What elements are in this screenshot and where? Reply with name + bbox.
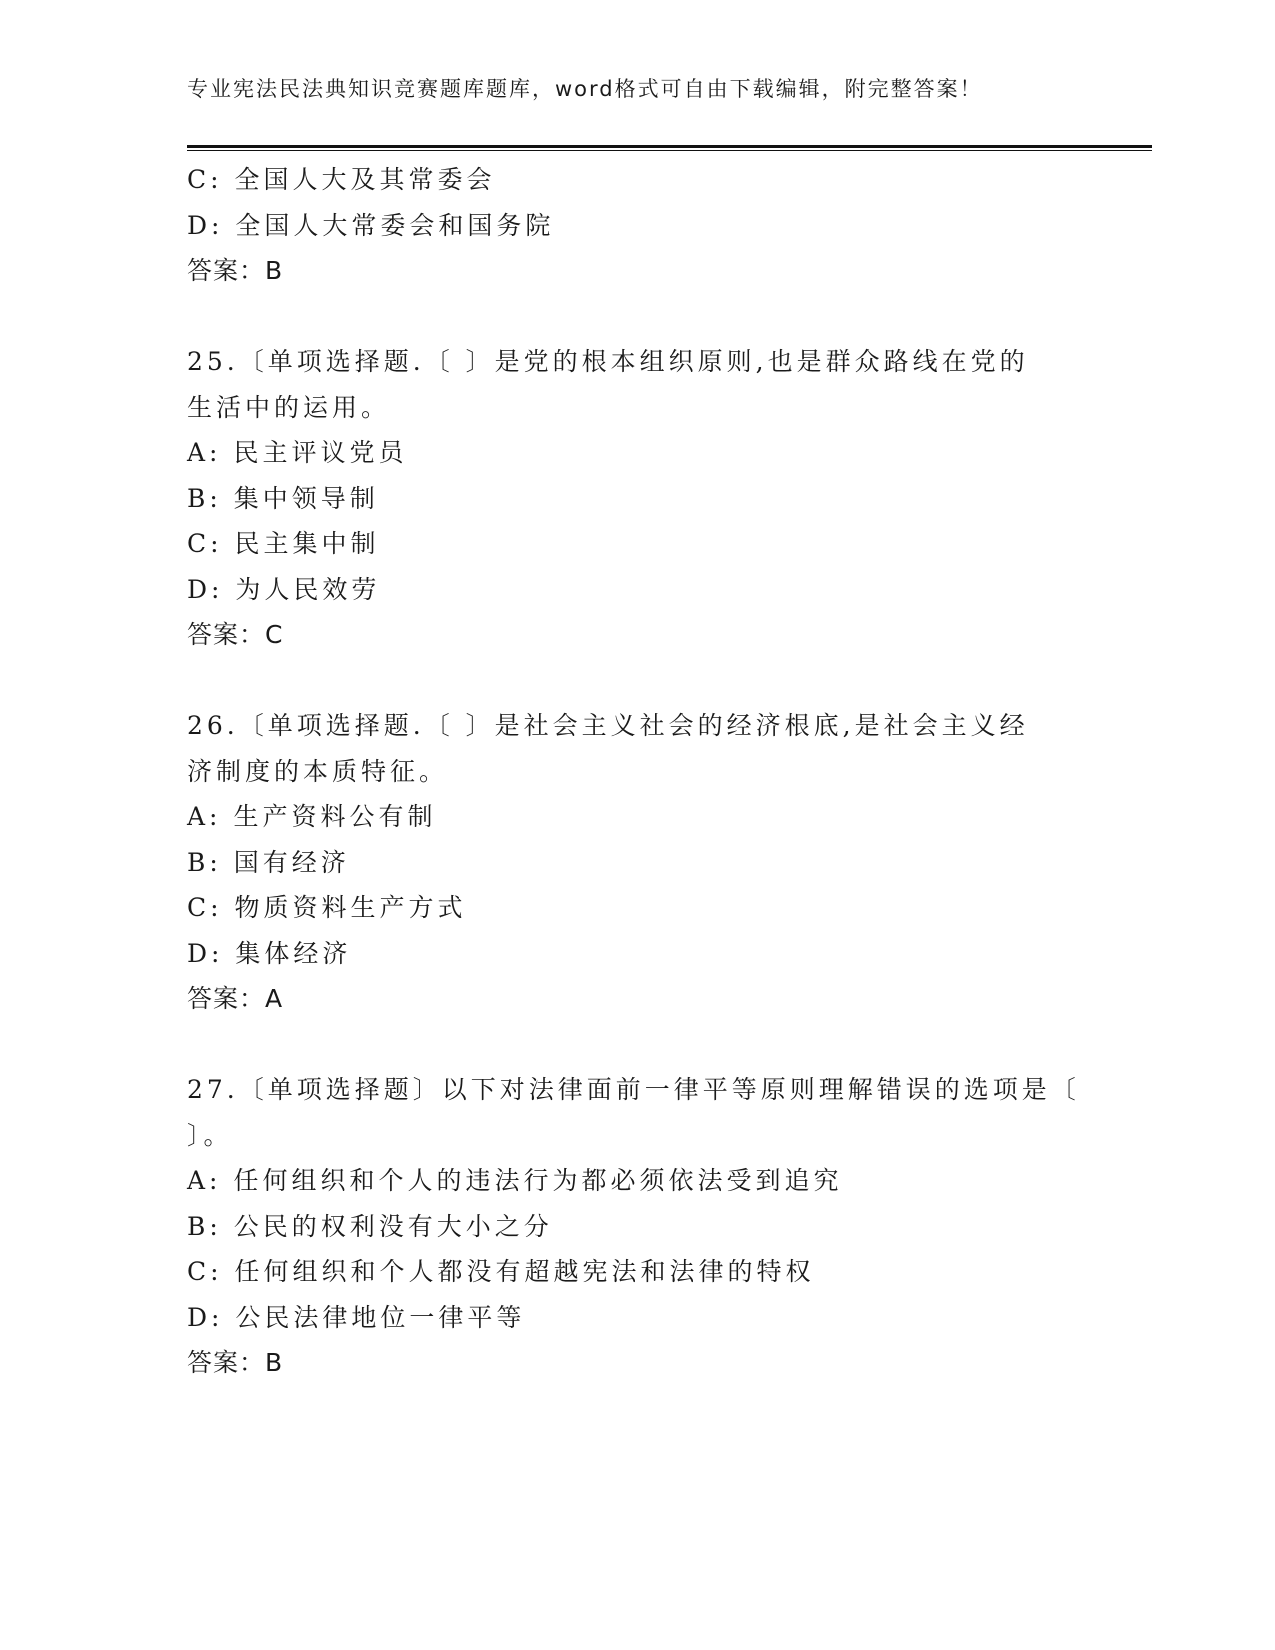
page-header: 专业宪法民法典知识竞赛题库题库，word格式可自由下载编辑，附完整答案！ — [187, 77, 983, 101]
option-d — [187, 203, 1067, 249]
question-stem: 生活中的运用。 — [187, 392, 391, 422]
question-26 — [187, 703, 1067, 1022]
option-c — [187, 885, 1067, 931]
option-text: 集体经济 — [235, 938, 352, 968]
option-letter: C: — [187, 165, 223, 194]
question-stem: 26.〔单项选择题.〔 〕是社会主义社会的经济根底,是社会主义经 — [187, 711, 1029, 740]
option-letter: D: — [187, 938, 224, 968]
option-text: 公民法律地位一律平等 — [235, 1302, 526, 1332]
option-c — [187, 521, 1067, 567]
option-text: 任何组织和个人都没有超越宪法和法律的特权 — [234, 1257, 815, 1286]
option-letter: A: — [187, 802, 222, 831]
option-a — [187, 430, 1067, 476]
question-stem: 27.〔单项选择题〕以下对法律面前一律平等原则理解错误的选项是〔 — [187, 1075, 1080, 1104]
option-letter: D: — [187, 574, 224, 604]
option-text: 为人民效劳 — [235, 574, 381, 604]
option-letter: C: — [187, 1257, 223, 1286]
question-25 — [187, 339, 1067, 658]
option-letter: A: — [187, 438, 222, 467]
option-c — [187, 157, 1067, 203]
option-d — [187, 567, 1067, 613]
option-text: 民主评议党员 — [233, 438, 408, 467]
option-c — [187, 1249, 1067, 1295]
option-text: 全国人大及其常委会 — [234, 165, 496, 194]
answer-line: 答案：B — [187, 1348, 284, 1377]
answer-line: 答案：A — [187, 984, 284, 1013]
option-text: 全国人大常委会和国务院 — [235, 210, 555, 240]
spacer — [187, 1022, 1067, 1068]
header-divider — [187, 145, 1152, 151]
option-a — [187, 794, 1067, 840]
option-text: 物质资料生产方式 — [234, 893, 467, 922]
option-letter: D: — [187, 210, 224, 240]
question-stem: 〕。 — [187, 1120, 233, 1150]
carryover-question — [187, 157, 1067, 294]
option-b — [187, 1204, 1067, 1250]
option-text: 任何组织和个人的违法行为都必须依法受到追究 — [233, 1166, 843, 1195]
option-d — [187, 1295, 1067, 1341]
spacer — [187, 294, 1067, 340]
option-letter: B: — [187, 1211, 222, 1241]
answer-line: 答案：B — [187, 256, 284, 285]
option-text: 民主集中制 — [234, 529, 380, 558]
option-d — [187, 931, 1067, 977]
question-stem: 济制度的本质特征。 — [187, 756, 449, 786]
option-letter: B: — [187, 847, 222, 877]
question-27 — [187, 1067, 1080, 1386]
option-text: 公民的权利没有大小之分 — [233, 1211, 553, 1241]
option-letter: C: — [187, 893, 223, 922]
option-letter: C: — [187, 529, 223, 558]
option-a — [187, 1158, 1067, 1204]
option-b — [187, 840, 1067, 886]
question-stem: 25.〔单项选择题.〔 〕是党的根本组织原则,也是群众路线在党的 — [187, 347, 1029, 376]
option-text: 国有经济 — [233, 847, 350, 877]
option-letter: D: — [187, 1302, 224, 1332]
answer-line: 答案：C — [187, 620, 284, 649]
option-letter: A: — [187, 1166, 222, 1195]
document-body — [187, 157, 1080, 1386]
spacer — [187, 658, 1067, 704]
option-b — [187, 476, 1067, 522]
option-text: 集中领导制 — [233, 483, 379, 513]
option-text: 生产资料公有制 — [233, 802, 437, 831]
option-letter: B: — [187, 483, 222, 513]
